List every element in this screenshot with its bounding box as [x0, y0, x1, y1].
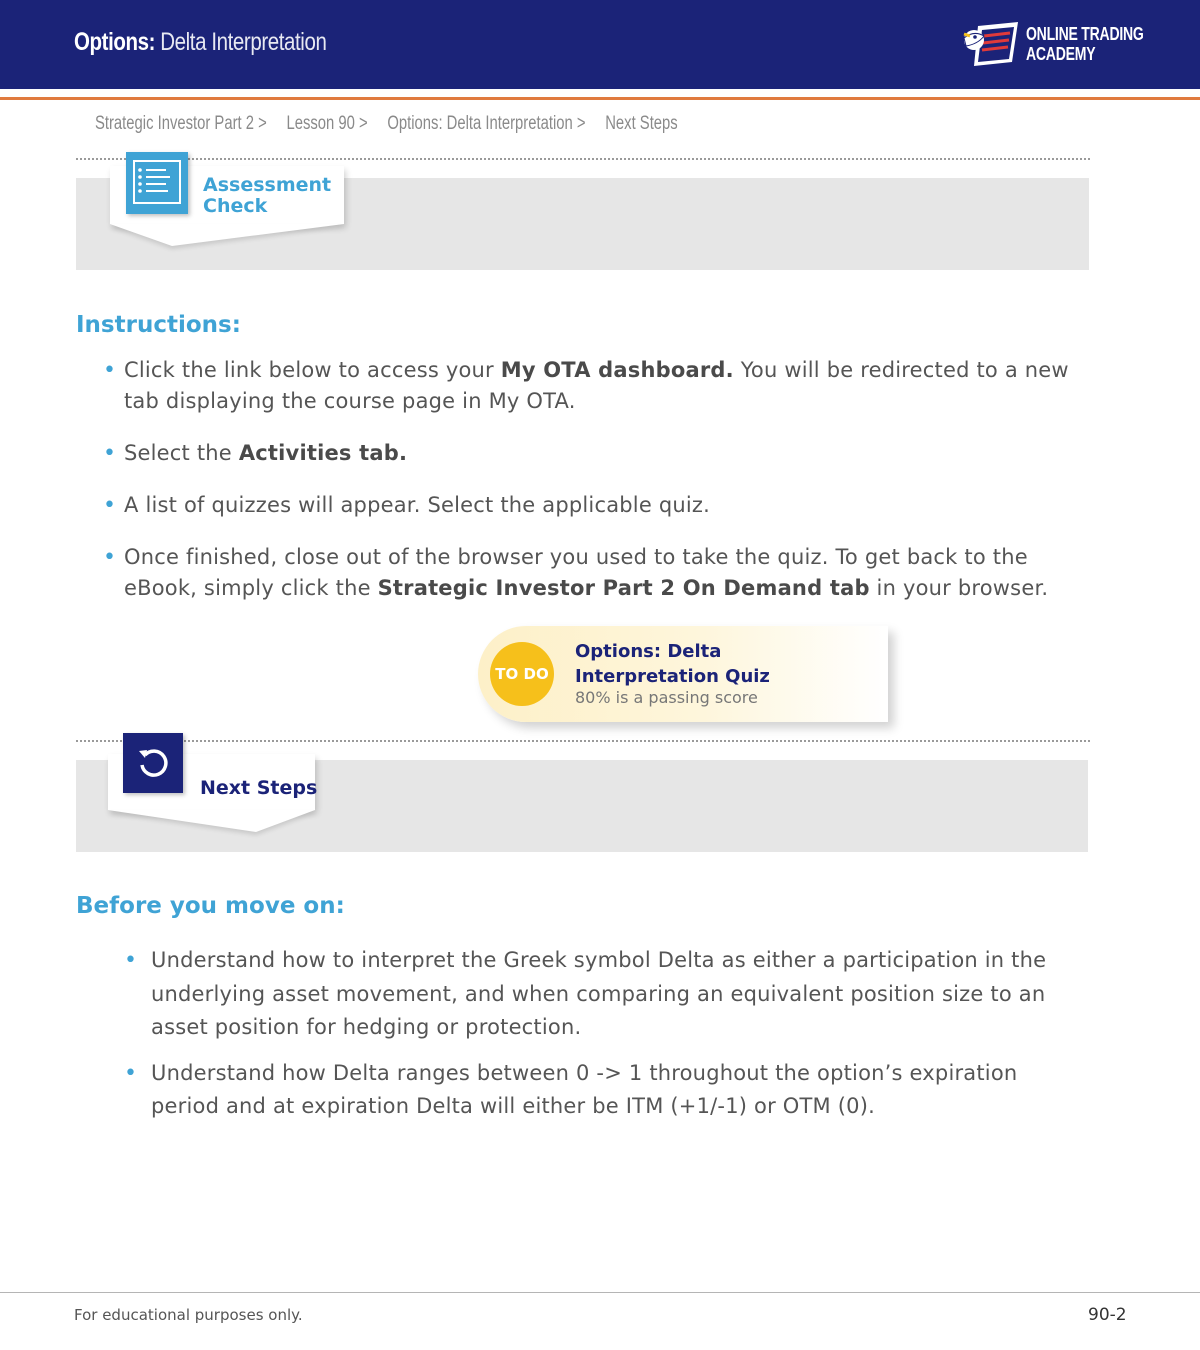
next-steps-tag-point — [108, 810, 315, 832]
instructions-list — [77, 355, 1077, 625]
dotted-divider — [76, 158, 1090, 160]
eagle-flag-icon — [960, 22, 1022, 68]
list-item: • A list of quizzes will appear. Select the applicable quiz. — [77, 490, 1077, 521]
breadcrumb-course[interactable]: Strategic Investor Part 2 > — [95, 113, 267, 134]
list-item: • Select the Activities tab. — [77, 438, 1077, 469]
logo-line-1: ONLINE TRADING — [1026, 24, 1144, 44]
dotted-divider — [76, 740, 1090, 742]
ota-dashboard-link-text[interactable]: My OTA dashboard. — [500, 358, 734, 382]
refresh-icon — [123, 733, 183, 793]
orange-rule — [0, 97, 1200, 100]
assessment-label — [203, 175, 331, 217]
page-number: 90-2 — [1088, 1305, 1127, 1325]
assessment-tag-point — [110, 224, 344, 246]
breadcrumb-topic[interactable]: Options: Delta Interpretation > — [387, 113, 586, 134]
before-move-on-heading: Before you move on: — [76, 893, 345, 919]
footer-rule — [0, 1292, 1200, 1293]
quiz-link-card[interactable] — [478, 626, 888, 722]
instructions-heading: Instructions: — [76, 312, 241, 338]
next-steps-label: Next Steps — [200, 777, 318, 799]
assessment-label-line-1: Assessment — [203, 174, 332, 196]
quiz-title-line-2: Interpretation Quiz — [575, 666, 770, 687]
ota-logo — [960, 22, 1144, 68]
objectives-list — [77, 944, 1077, 1136]
todo-badge: TO DO — [490, 642, 554, 706]
list-item: • Once finished, close out of the browser you used to take the quiz. To get back to the eBook, simply click the Strategic Investor Part 2 On Demand tab in your browser. — [77, 542, 1077, 604]
checklist-icon — [126, 152, 188, 214]
logo-line-2: ACADEMY — [1026, 44, 1096, 64]
breadcrumb-current: Next Steps — [605, 113, 678, 134]
logo-text — [1026, 24, 1144, 64]
list-item: • Understand how Delta ranges between 0 -> 1 throughout the option’s expiration period and at expiration Delta will either be ITM (+1/-1) or OTM (0). — [77, 1057, 1077, 1124]
page-header — [0, 0, 1200, 89]
page-title-light: Delta Interpretation — [160, 28, 327, 56]
footer-disclaimer: For educational purposes only. — [74, 1306, 303, 1324]
list-item: • Understand how to interpret the Greek symbol Delta as either a participation in the underlying asset movement, and when comparing an equivalent position size to an asset position for hedging or protection. — [77, 944, 1077, 1045]
breadcrumb — [95, 113, 693, 139]
quiz-title — [575, 639, 770, 689]
quiz-passing-score: 80% is a passing score — [575, 688, 758, 707]
page-title-bold: Options: — [74, 28, 155, 56]
page-title — [74, 28, 326, 57]
breadcrumb-lesson[interactable]: Lesson 90 > — [286, 113, 368, 134]
quiz-title-line-1: Options: Delta — [575, 641, 722, 662]
list-item: • Click the link below to access your My OTA dashboard. You will be redirected to a new tab displaying the course page in My OTA. — [77, 355, 1077, 417]
assessment-label-line-2: Check — [203, 195, 268, 217]
